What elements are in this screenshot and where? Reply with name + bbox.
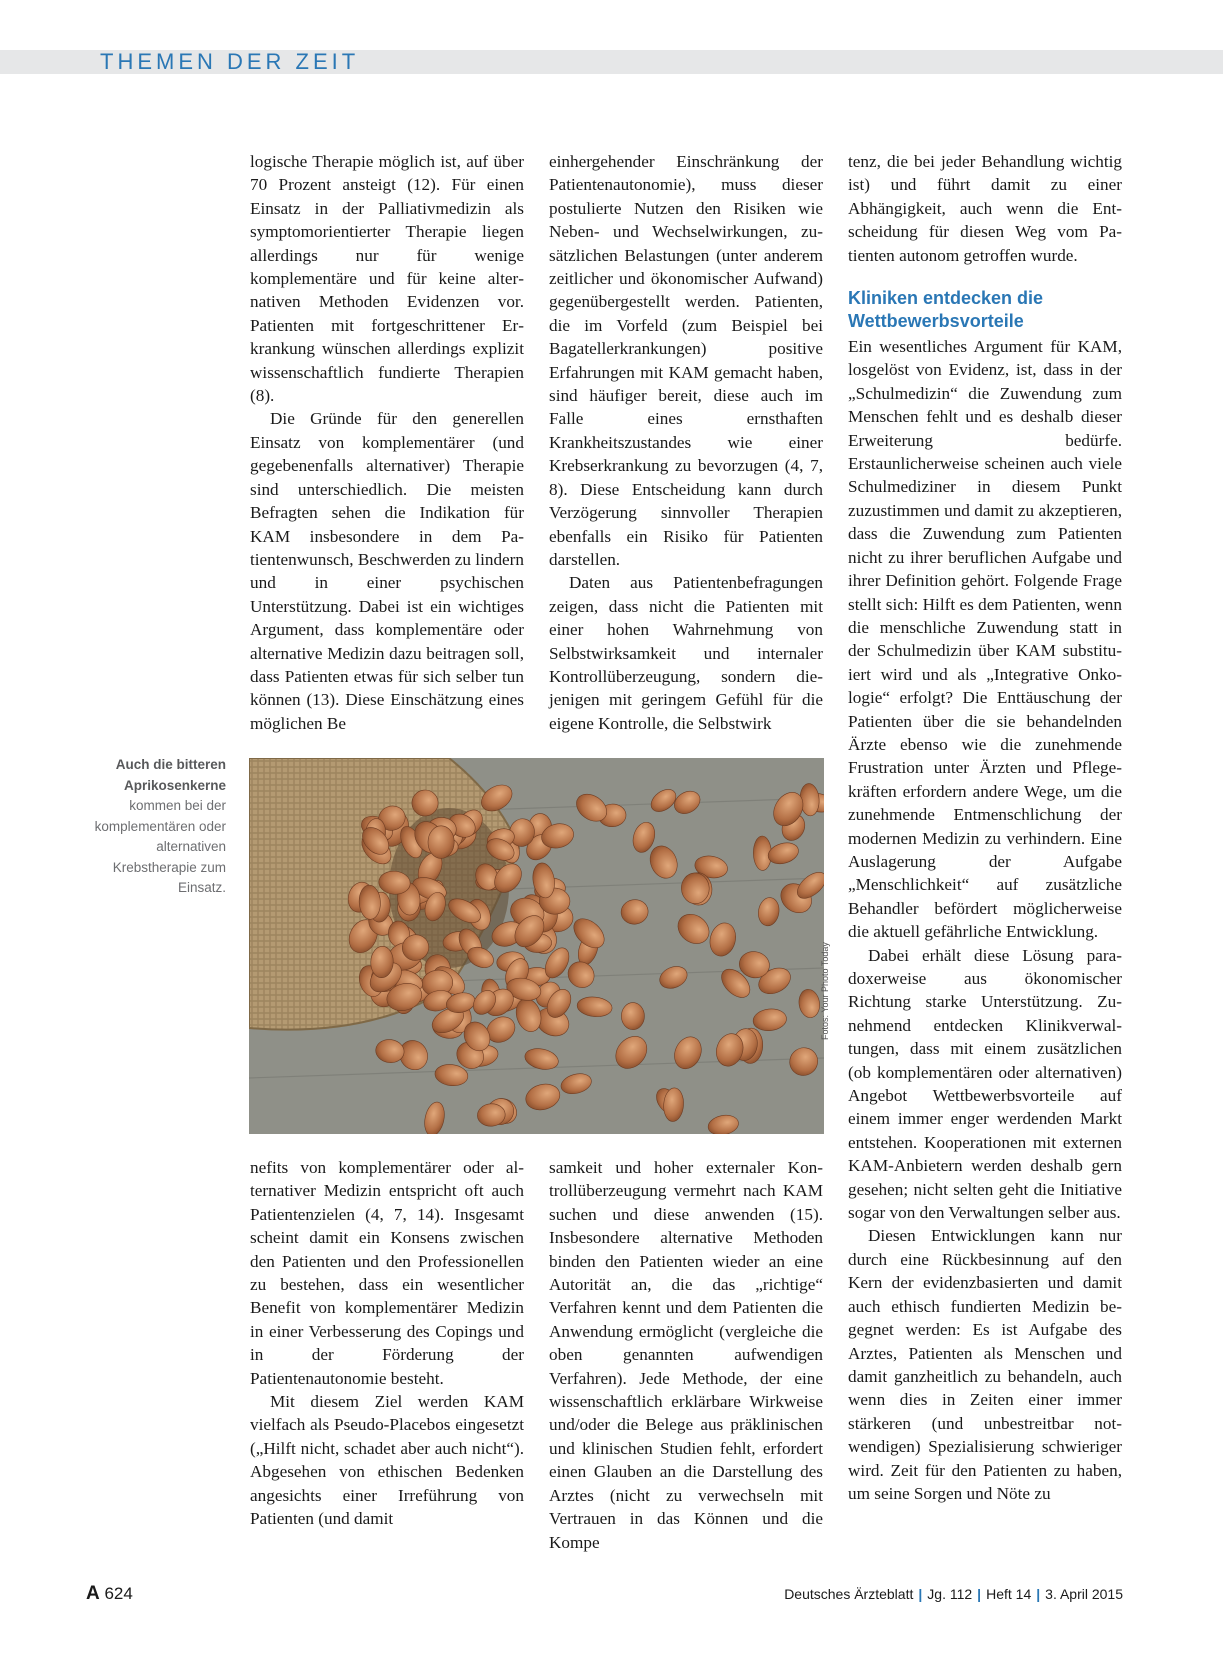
column-1-bottom <box>250 1156 524 1531</box>
paragraph: Die Gründe für den generellen Einsatz von komplementärer (und gegebenenfalls alternativer) Therapie sind unterschiedlich. Die meisten Befragten sehen die Indikation für KAM insbesondere in dem Patientenwunsch, Beschwerden zu lindern und in einer psychischen Unterstützung. Dabei ist ein wichtiges Argument, dass komplementäre oder alternative Medizin dazu beitragen soll, dass Patienten etwas für sich selber tun können (13). Diese Einschätzung eines möglichen Be <box>250 409 524 733</box>
page-prefix: A <box>86 1583 100 1604</box>
column-3 <box>848 150 1122 1505</box>
caption-bold: Auch die bitteren Aprikosenkerne <box>115 757 226 793</box>
section-label: THEMEN DER ZEIT <box>100 49 360 74</box>
paragraph: nefits von komplementärer oder alternativer Medizin entspricht oft auch Patientenzielen (4, 7, 14). Insgesamt scheint damit ein Konsens zwischen den Patienten und den Professionellen zu bestehen, dass ein wesentlicher Benefit von komplementärer Medizin in einer Verbesserung des Copings und in der Förderung der Patientenautonomie besteht. <box>250 1158 524 1388</box>
paragraph: Dabei erhält diese Lösung paradoxerweise aus ökonomischer Richtung starke Unterstützung. Zunehmend entdecken Klinikverwaltungen, dass mit einem zusätzlichen (ob komplementären oder alternativen) Angebot Wettbewerbsvorteile auf einem immer enger werdenden Markt entstehen. Kooperationen mit externen KAM-Anbietern werden deshalb gern gesehen; nicht selten geht die Initiative sogar von den Verwaltungen selber aus. <box>848 945 1122 1223</box>
column-1-top <box>250 150 524 735</box>
photo-caption <box>90 755 226 899</box>
paragraph: samkeit und hoher externaler Kontrollüberzeugung vermehrt nach KAM suchen und diese anwenden (15). Insbesondere alternative Methoden binden den Patienten wieder an eine Autorität an, die das „richtige“ Verfahren kennt und dem Patienten die Anwendung ermöglicht (vergleiche die oben genannten aufwendigen Verfahren). Jede Methode, der eine wissenschaftlich erklärbare Wirkweise und/oder die Belege aus präklinischen und klinischen Studien fehlt, erfordert einen Glauben an die Darstellung des Arztes (nicht zu verwechseln mit Vertrauen in das Können und die Kompe <box>549 1158 823 1552</box>
separator: | <box>977 1586 982 1602</box>
caption-text: kommen bei der komplementären oder alternativen Krebstherapie zum Einsatz. <box>94 798 226 895</box>
journal-issue: Heft 14 <box>986 1586 1032 1602</box>
paragraph: tenz, die bei jeder Behandlung wichtig ist) und führt damit zu einer Abhängigkeit, auch wenn die Entscheidung für diesen Weg vom Patienten autonom getroffen wurde. <box>848 152 1122 265</box>
journal-name: Deutsches Ärzteblatt <box>784 1586 914 1602</box>
apricot-kernels-photo <box>249 758 824 1134</box>
photo-illustration <box>249 758 824 1134</box>
page-number-value: 624 <box>104 1584 133 1603</box>
photo-credit: Fotos: Your Photo Today <box>820 942 830 1040</box>
separator: | <box>1036 1586 1041 1602</box>
paragraph: Diesen Entwicklungen kann nur durch eine Rückbesinnung auf den Kern der evidenzbasierten und damit auch ethisch fundierten Medizin begegnet werden: Es ist Aufgabe des Arztes, Patienten als Menschen und damit ganzheitlich zu behandeln, auch wenn dies in Zeiten einer immer stärkeren (und unbestreitbar notwendigen) Spezialisierung schwieriger wird. Zeit für den Patienten zu haben, um seine Sorgen und Nöte zu <box>848 1226 1122 1503</box>
paragraph: Daten aus Patientenbefragungen zeigen, dass nicht die Patienten mit einer hohen Wahrnehmung von Selbstwirksamkeit und internaler Kontrollüberzeugung, sondern diejenigen mit geringem Gefühl für die eigene Kontrolle, die Selbstwirk <box>549 573 823 733</box>
footer-meta <box>784 1586 1123 1602</box>
paragraph: Mit diesem Ziel werden KAM vielfach als Pseudo-Placebos eingesetzt („Hilft nicht, schadet aber auch nicht“). Abgesehen von ethischen Bedenken angesichts einer Irreführung von Patienten (und damit <box>250 1392 524 1529</box>
paragraph: Ein wesentliches Argument für KAM, losgelöst von Evidenz, ist, dass in der „Schulmedizin“ die Zuwendung zum Menschen fehlt und es deshalb dieser Erweiterung bedürfe. Erstaunlicherweise scheinen auch viele Schulmediziner in diesem Punkt zuzustimmen und damit zu akzeptieren, dass die Zuwendung zum Patienten nicht zu ihrer beruflichen Aufgabe und ihrer Definition gehört. Folgende Frage stellt sich: Hilft es dem Patienten, wenn die menschliche Zuwendung statt in der Schulmedizin über KAM substituiert wird und als „Integrative Onkologie“ erfolgt? Die Enttäuschung der Patienten über die sie behandelnden Ärzte ebenso wie die zunehmende Frustration unter Ärzten und Pflegekräften erfordern andere Wege, um die zunehmende Entmenschlichung der modernen Medizin zu verhindern. Eine Auslagerung der Aufgabe „Menschlichkeit“ auf zusätzliche Behandler befördert möglicherweise die aktuell gefährliche Entwicklung. <box>848 337 1122 942</box>
column-2-bottom <box>549 1156 823 1554</box>
journal-date: 3. April 2015 <box>1045 1586 1123 1602</box>
paragraph: logische Therapie möglich ist, auf über 70 Prozent ansteigt (12). Für einen Einsatz in der Palliativmedizin als symptomorientierter Therapie liegen allerdings nur für wenige komplementäre und für keine alternativen Methoden Evidenzen vor. Patienten mit fortgeschrittener Erkrankung wünschen allerdings explizit wissenschaftlich fundierte Therapien (8). <box>250 152 524 406</box>
paragraph: einhergehender Einschränkung der Patientenautonomie), muss dieser postulierte Nutzen den Risiken wie Neben- und Wechselwirkungen, zusätzlichen Belastungen (unter anderem zeitlicher und ökonomischer Aufwand) gegenübergestellt werden. Patienten, die im Vorfeld (zum Beispiel bei Bagatellerkrankungen) positive Erfahrungen mit KAM gemacht haben, sind häufiger bereit, diese auch im Falle eines ernsthaften Krankheitszustandes wie einer Krebserkrankung zu bevorzugen (4, 7, 8). Diese Entscheidung kann durch Verzögerung sinnvoller Therapien ebenfalls ein Risiko für Patienten darstellen. <box>549 152 823 569</box>
journal-volume: Jg. 112 <box>927 1586 973 1602</box>
separator: | <box>918 1586 923 1602</box>
page-number <box>86 1583 133 1605</box>
column-2-top <box>549 150 823 735</box>
subheading: Kliniken entdecken die Wettbewerbsvorteile <box>848 288 1044 332</box>
